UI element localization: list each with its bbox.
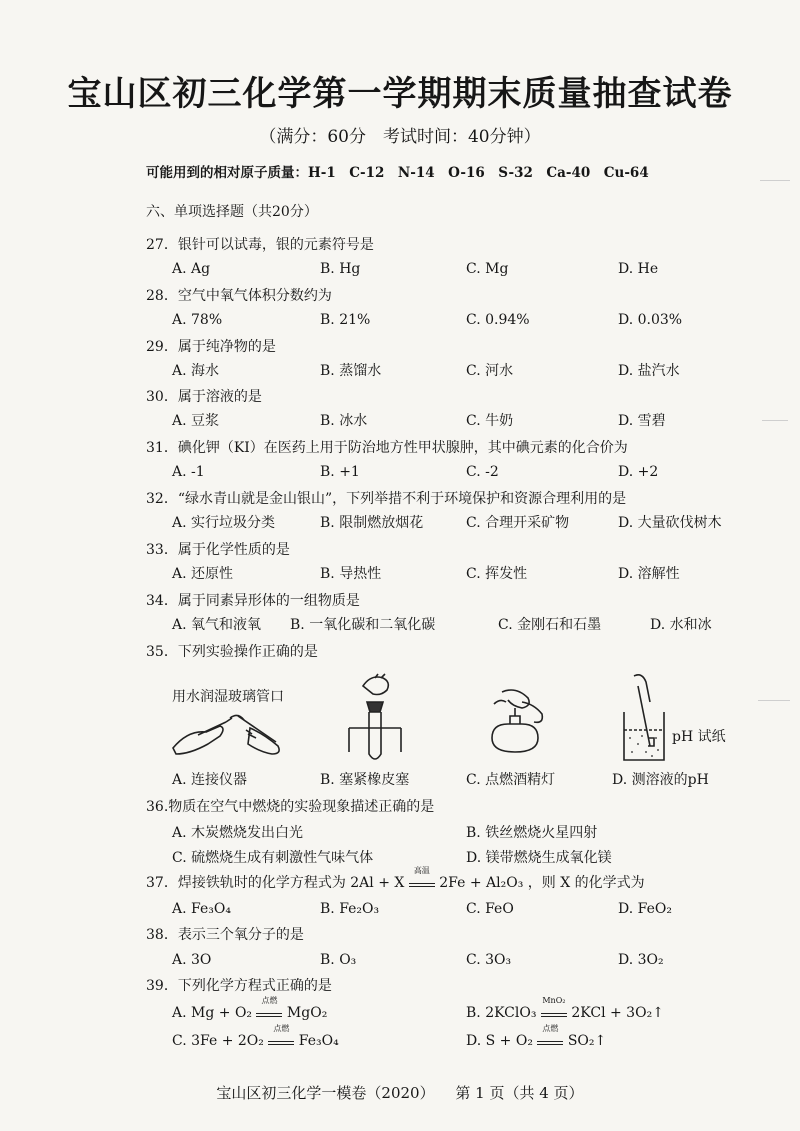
q30-option-a: A. 豆浆	[172, 413, 220, 429]
q37-option-a: A. Fe₃O₄	[172, 901, 231, 917]
q37-condition: 高温	[413, 866, 430, 875]
footer-page-number: 第 1 页（共 4 页）	[455, 1084, 584, 1102]
q38-option-b: B. O₃	[320, 952, 357, 968]
page-footer	[0, 1082, 800, 1103]
q28-option-a: A. 78%	[172, 312, 223, 328]
q33-option-c: C. 挥发性	[466, 566, 528, 582]
scan-artifact	[762, 420, 788, 421]
exam-title: 宝山区初三化学第一学期期末质量抽查试卷	[67, 74, 733, 114]
q36-option-b: B. 铁丝燃烧火星四射	[466, 825, 598, 841]
q34-option-b: B. 一氧化碳和二氧化碳	[290, 617, 436, 633]
q29-option-d: D. 盐汽水	[618, 363, 680, 379]
question-38: 38．表示三个氧分子的是	[146, 927, 304, 943]
q37-option-d: D. FeO₂	[618, 901, 672, 917]
q38-option-a: A. 3O	[172, 952, 212, 968]
q27-option-b: B. Hg	[320, 261, 361, 277]
q36-option-c: C. 硫燃烧生成有刺激性气味气体	[172, 850, 374, 866]
q27-option-d: D. He	[618, 261, 659, 277]
q29-option-c: C. 河水	[466, 363, 514, 379]
q30-option-c: C. 牛奶	[466, 413, 514, 429]
q36-option-d: D. 镁带燃烧生成氧化镁	[466, 850, 612, 866]
section-heading: 六、单项选择题（共20分）	[146, 204, 318, 220]
question-27: 27．银针可以试毒，银的元素符号是	[146, 237, 374, 253]
atomic-masses: 可能用到的相对原子质量：H-1 C-12 N-14 O-16 S-32 Ca-40 Cu-64	[146, 165, 649, 181]
q27-option-a: A. Ag	[172, 261, 211, 277]
q39-b-arrow	[541, 996, 567, 1017]
q39-option-c	[172, 1024, 339, 1050]
q39-a-condition: 点燃	[261, 996, 278, 1005]
question-33: 33．属于化学性质的是	[146, 542, 290, 558]
q38-option-c: C. 3O₃	[466, 952, 512, 968]
q30-option-b: B. 冰水	[320, 413, 368, 429]
question-29: 29．属于纯净物的是	[146, 339, 276, 355]
q31-option-c: C. -2	[466, 464, 499, 480]
q39-a-products: MgO₂	[282, 1005, 328, 1021]
q35-connect-illustration	[168, 708, 288, 758]
q35-water-caption: 用水润湿玻璃管口	[172, 689, 284, 705]
q29-option-a: A. 海水	[172, 363, 220, 379]
q34-option-a: A. 氧气和液氧	[172, 617, 262, 633]
q39-c-reactants: C. 3Fe + 2O₂	[172, 1033, 269, 1049]
q30-option-d: D. 雪碧	[618, 413, 666, 429]
q37-reaction-arrow	[409, 866, 435, 887]
question-37	[146, 866, 645, 892]
q38-option-d: D. 3O₂	[618, 952, 664, 968]
q32-option-d: D. 大量砍伐树木	[618, 515, 722, 531]
q35-ph-caption: pH 试纸	[672, 729, 726, 745]
q32-option-b: B. 限制燃放烟花	[320, 515, 424, 531]
footer-exam-name: 宝山区初三化学一模卷（2020）	[216, 1084, 435, 1102]
q34-option-c: C. 金刚石和石墨	[498, 617, 602, 633]
q39-b-reactants: B. 2KClO₃	[466, 1005, 541, 1021]
q39-d-arrow	[537, 1024, 563, 1045]
q31-option-d: D. +2	[618, 464, 659, 480]
q31-option-b: B. +1	[320, 464, 360, 480]
q34-option-d: D. 水和冰	[650, 617, 712, 633]
q39-d-reactants: D. S + O₂	[466, 1033, 538, 1049]
q27-option-c: C. Mg	[466, 261, 509, 277]
q39-option-b	[466, 996, 664, 1022]
q39-c-arrow	[268, 1024, 294, 1045]
q39-c-condition: 点燃	[273, 1024, 290, 1033]
q35-stopper-illustration	[345, 672, 405, 764]
q36-option-a: A. 木炭燃烧发出白光	[172, 825, 304, 841]
q39-d-condition: 点燃	[542, 1024, 559, 1033]
q31-option-a: A. -1	[172, 464, 205, 480]
q28-option-b: B. 21%	[320, 312, 371, 328]
q37-option-c: C. FeO	[466, 901, 514, 917]
q33-option-d: D. 溶解性	[618, 566, 680, 582]
q39-option-a	[172, 996, 328, 1022]
q35-option-b: B. 塞紧橡皮塞	[320, 772, 410, 788]
q35-option-d: D. 测溶液的pH	[612, 772, 709, 788]
question-35: 35．下列实验操作正确的是	[146, 644, 318, 660]
question-39: 39．下列化学方程式正确的是	[146, 978, 332, 994]
q39-d-products: SO₂↑	[563, 1033, 607, 1049]
question-30: 30．属于溶液的是	[146, 389, 262, 405]
question-28: 28．空气中氧气体积分数约为	[146, 288, 332, 304]
q39-a-arrow	[256, 996, 282, 1017]
q28-option-d: D. 0.03%	[618, 312, 683, 328]
q37-option-b: B. Fe₂O₃	[320, 901, 380, 917]
q32-option-a: A. 实行垃圾分类	[172, 515, 276, 531]
question-32: 32．“绿水青山就是金山银山”，下列举措不利于环境保护和资源合理利用的是	[146, 491, 627, 507]
q35-option-c: C. 点燃酒精灯	[466, 772, 556, 788]
question-34: 34．属于同素异形体的一组物质是	[146, 593, 360, 609]
question-31: 31．碘化钾（KI）在医药上用于防治地方性甲状腺肿，其中碘元素的化合价为	[146, 440, 628, 456]
scan-artifact	[760, 180, 790, 181]
q29-option-b: B. 蒸馏水	[320, 363, 382, 379]
exam-subtitle: （满分：60分 考试时间：40分钟）	[259, 127, 541, 147]
q33-option-a: A. 还原性	[172, 566, 234, 582]
q39-c-products: Fe₃O₄	[294, 1033, 339, 1049]
scan-artifact	[758, 700, 790, 701]
q32-option-c: C. 合理开采矿物	[466, 515, 570, 531]
q37-stem-post: 2Fe + Al₂O₃ ，则 X 的化学式为	[434, 875, 645, 891]
q35-ph-test-illustration	[620, 672, 668, 764]
q33-option-b: B. 导热性	[320, 566, 382, 582]
q39-option-d	[466, 1024, 607, 1050]
q35-alcohol-lamp-illustration	[482, 684, 550, 758]
q35-option-a: A. 连接仪器	[172, 772, 248, 788]
q39-b-condition: MnO₂	[542, 996, 566, 1005]
q28-option-c: C. 0.94%	[466, 312, 530, 328]
question-36: 36.物质在空气中燃烧的实验现象描述正确的是	[146, 799, 435, 815]
q39-a-reactants: A. Mg + O₂	[172, 1005, 257, 1021]
q39-b-products: 2KCl + 3O₂↑	[566, 1005, 664, 1021]
q37-stem-pre: 37．焊接铁轨时的化学方程式为 2Al + X	[146, 875, 409, 891]
